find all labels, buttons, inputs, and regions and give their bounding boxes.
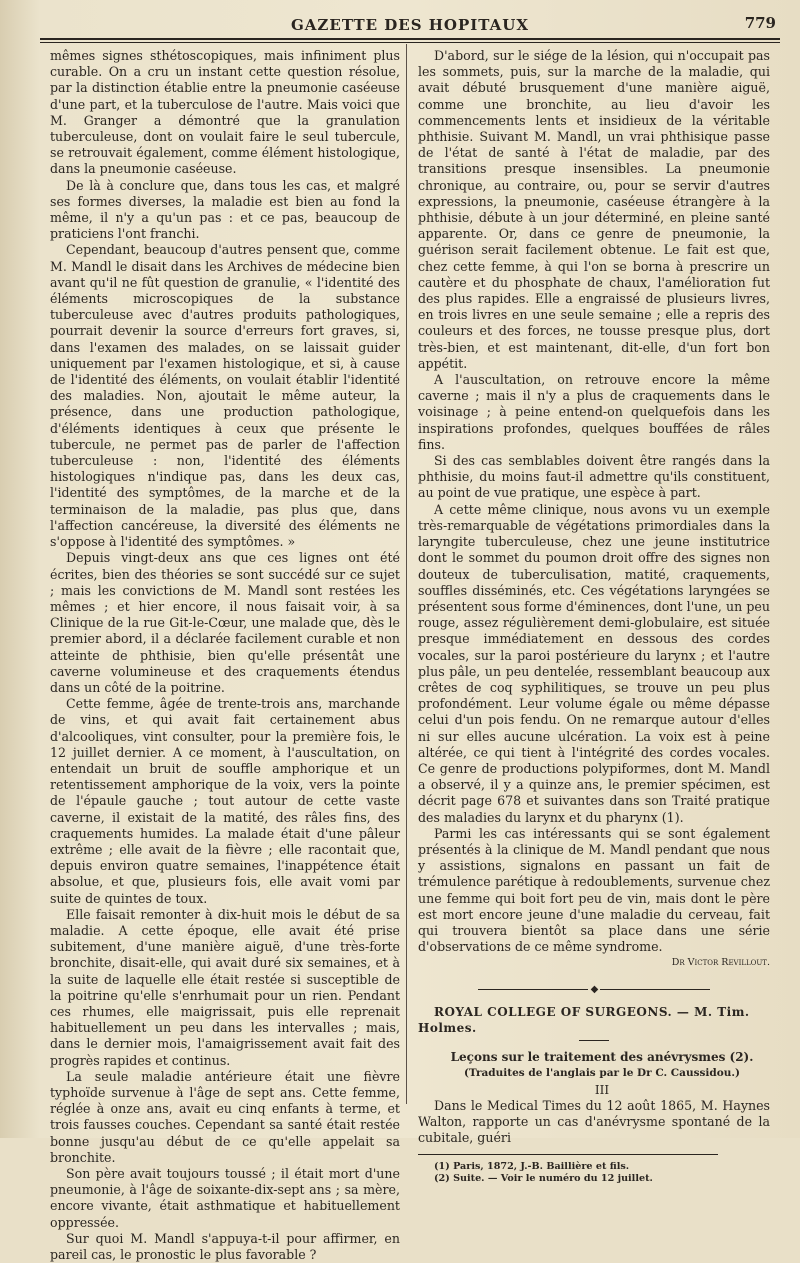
section-heading: ROYAL COLLEGE OF SURGEONS. — M. Tim. Holmes. <box>418 1004 750 1035</box>
paragraph: Dans le Medical Times du 12 août 1865, M. Haynes Walton, rapporte un cas d'anévrysme spontané de la cubitale, guéri <box>418 1097 770 1146</box>
section-ornament: ◆ <box>418 982 770 998</box>
paragraph: La seule maladie antérieure était une fièvre typhoïde survenue à l'âge de sept ans. Cette femme, réglée à onze ans, avait eu cinq enfants à terme, et trois fausses couches. Cependant sa santé était restée bonne jusqu'au début de ce qu'elle appelait sa bronchite. <box>50 1068 400 1165</box>
author-signature: Dr Victor Revillout. <box>671 957 770 969</box>
paragraph: De là à conclure que, dans tous les cas, et malgré ses formes diverses, la maladie est bien au fond la même, il n'y a qu'un pas : et ce pas, beaucoup de praticiens l'ont franchi. <box>50 177 400 242</box>
paragraph: A l'auscultation, on retrouve encore la même caverne ; mais il n'y a plus de craquements dans le voisinage ; à peine entend-on quelquefois dans les inspirations profondes, quelques bouffées de râles fins. <box>418 372 770 452</box>
paragraph: Sur quoi M. Mandl s'appuya-t-il pour affirmer, en pareil cas, le pronostic le plus favorable ? <box>50 1230 400 1263</box>
column-divider <box>406 44 407 1104</box>
short-rule <box>579 1040 609 1041</box>
paragraph: D'abord, sur le siége de la lésion, qui n'occupait pas les sommets, puis, sur la marche de la maladie, qui avait débuté brusquement d'une manière aiguë, comme une bronchite, au lieu d'avoir les commencements lents et insidieux de la véritable phthisie. Suivant M. Mandl, un vrai phthisique passe de l'état de santé à l'état de maladie, par des transitions presque insensibles. La pneumonie chronique, au contraire, ou, pour se servir d'autres expressions, la pneumonie, caséeuse étrangère à la phthisie, débute à un jour déterminé, en pleine santé apparente. Or, dans ce genre de pneumonie, la guérison serait facilement obtenue. Le fait est que, chez cette femme, à qui l'on se borna à prescrire un cautère et du phosphate de chaux, l'amélioration fut des plus rapides. Elle a engraissé de plusieurs livres, en trois livres en une seule semaine ; elle a repris des couleurs et des forces, ne tousse presque plus, dort très-bien, et est maintenant, dit-elle, d'un fort bon appétit. <box>418 48 770 371</box>
translation-credit: (Traduites de l'anglais par le Dr C. Caussidou.) <box>463 1067 741 1080</box>
paragraph: Son père avait toujours toussé ; il était mort d'une pneumonie, à l'âge de soixante-dix-sept ans ; sa mère, encore vivante, était asthmatique et habituellement oppressée. <box>50 1166 400 1230</box>
left-column <box>50 48 400 1263</box>
page-number: 779 <box>744 14 776 32</box>
paragraph: A cette même clinique, nous avons vu un exemple très-remarquable de végétations primordiales dans la laryngite tuberculeuse, chez une jeune institutrice dont le sommet du poumon droit offre des signes non douteux de tuberculisation, matité, craquements, souffles disséminés, etc. Ces végétations laryngées se présentent sous forme d'éminences, dont l'une, un peu rouge, assez régulièrement demi-globulaire, est située presque immédiatement en dessous des cordes vocales, sur la paroi postérieure du larynx ; et l'autre plus pâle, un peu dentelée, ressemblant beaucoup aux crêtes de coq syphilitiques, se trouve un peu plus profondément. Leur volume égale ou même dépasse celui d'un pois fendu. On ne remarque autour d'elles ni sur elles aucune ulcération. La voix est à peine altérée, ce qui tient à l'intégrité des cordes vocales. Ce genre de productions polypiformes, dont M. Mandl a observé, il y a quinze ans, le premier spécimen, est décrit page 678 et suivantes dans son Traité pratique des maladies du larynx et du pharynx (1). <box>418 501 770 825</box>
paragraph: Si des cas semblables doivent être rangés dans la phthisie, du moins faut-il admettre qu'ils constituent, au point de vue pratique, une espèce à part. <box>418 453 770 501</box>
footnote: (1) Paris, 1872, J.-B. Baillière et fils. <box>434 1161 630 1173</box>
page-header <box>40 12 780 38</box>
lecture-number: III <box>594 1082 610 1097</box>
lecture-title: Leçons sur le traitement des anévrysmes (2). <box>450 1050 754 1065</box>
footnote-rule <box>418 1154 718 1155</box>
paragraph: Depuis vingt-deux ans que ces lignes ont été écrites, bien des théories se sont succédé sur ce sujet ; mais les convictions de M. Mandl sont restées les mêmes ; et hier encore, il nous faisait voir, à sa Clinique de la rue Git-le-Cœur, une malade que, dès le premier abord, il a déclarée facilement curable et non atteinte de phthisie, bien qu'elle présentât une caverne volumineuse et des craquements étendus dans un côté de la poitrine. <box>50 550 400 695</box>
footnote: (2) Suite. — Voir le numéro du 12 juillet. <box>434 1173 653 1185</box>
header-rule <box>40 38 780 40</box>
paragraph: Cependant, beaucoup d'autres pensent que, comme M. Mandl le disait dans les Archives de médecine bien avant qu'il ne fût question de granulie, « l'identité des éléments microscopiques de la substance tuberculeuse avec d'autres produits pathologiques, pourrait devenir la source d'erreurs fort graves, si, dans l'examen des malades, on se laissait guider uniquement par l'examen histologique, et si, à cause de l'identité des éléments, on voulait établir l'identité des maladies. Non, ajoutait le même auteur, la présence, dans une production pathologique, d'éléments identiques à ceux que présente le tubercule, ne permet pas de parler de l'affection tuberculeuse : non, l'identité des éléments histologiques n'indique pas, dans les deux cas, l'identité des symptômes, de la marche et de la terminaison de la maladie, pas plus que, dans l'affection cancéreuse, la diversité des éléments ne s'oppose à l'identité des symptômes. » <box>50 242 400 550</box>
journal-title: GAZETTE DES HOPITAUX <box>290 16 529 34</box>
paragraph: Parmi les cas intéressants qui se sont également présentés à la clinique de M. Mandl pendant que nous y assistions, signalons en passant un fait de trémulence parétique à redoublements, survenue chez une femme qui boit fort peu de vin, mais dont le père est mort encore jeune d'une maladie du cerveau, fait qui trouvera bientôt sa place dans une série d'observations de ce même syndrome. <box>418 825 770 955</box>
header-rule-thin <box>40 42 780 43</box>
paragraph: mêmes signes sthétoscopiques, mais infiniment plus curable. On a cru un instant cette question résolue, par la distinction établie entre la pneumonie caséeuse d'une part, et la tuberculose de l'autre. Mais voici que M. Granger a démontré que la granulation tuberculeuse, dont on voulait faire le seul tubercule, se retrouvait également, comme élément histologique, dans la pneumonie caséeuse. <box>50 48 400 177</box>
paragraph: Elle faisait remonter à dix-huit mois le début de sa maladie. A cette époque, elle avait été prise subitement, d'une manière aiguë, d'une très-forte bronchite, disait-elle, qui avait duré six semaines, et à la suite de laquelle elle était restée si susceptible de la poitrine qu'elle s'enrhumait pour un rien. Pendant ces rhumes, elle maigrissait, puis elle reprenait habituellement un peu dans les intervalles ; mais, dans le dernier mois, l'amaigrissement avait fait des progrès rapides et continus. <box>50 906 400 1068</box>
right-column <box>418 48 770 1185</box>
paragraph: Cette femme, âgée de trente-trois ans, marchande de vins, et qui avait fait certainement abus d'alcooliques, vint consulter, pour la première fois, le 12 juillet dernier. A ce moment, à l'auscultation, on entendait un bruit de souffle amphorique et un retentissement amphorique de la voix, vers la pointe de l'épaule gauche ; tout autour de cette vaste caverne, il existait de la matité, des râles fins, des craquements humides. La malade était d'une pâleur extrême ; elle avait de la fièvre ; elle racontait que, depuis environ quatre semaines, l'inappétence était absolue, et que, plusieurs fois, elle avait vomi par suite de quintes de toux. <box>50 696 400 906</box>
